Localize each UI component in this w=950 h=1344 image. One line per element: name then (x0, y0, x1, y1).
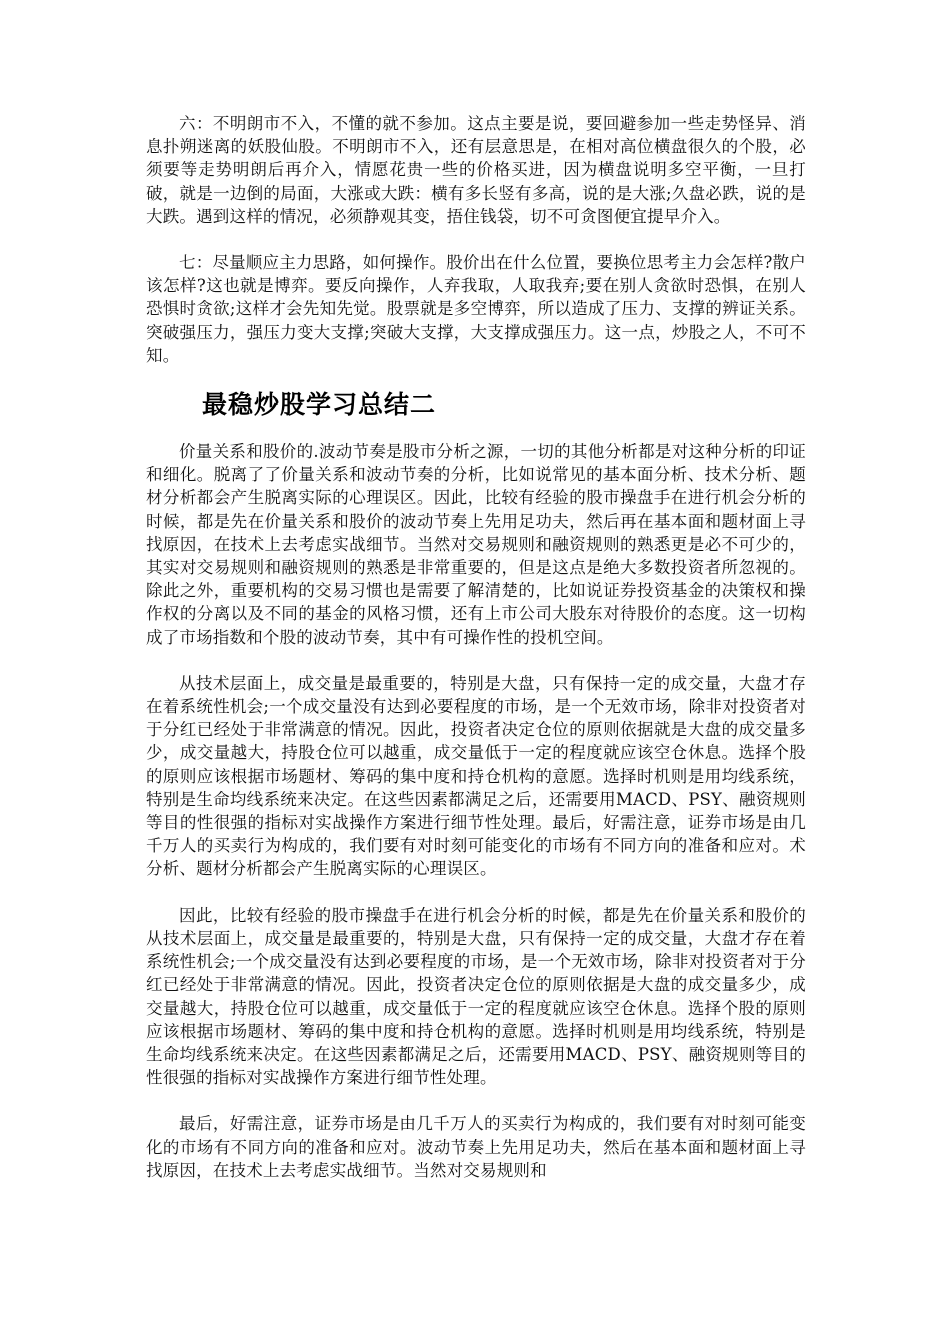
body-paragraph-3: 因此，比较有经验的股市操盘手在进行机会分析的时候，都是先在价量关系和股价的从技术层面上，成交量是最重要的，特别是大盘，只有保持一定的成交量，大盘才存在着系统性机会;一个成交量没有达到必要程度的市场，是一个无效市场，除非对投资者对于分红已经处于非常满意的情况。因此，投资者决定仓位的原则依据是大盘的成交量多少，成交量越大，持股仓位可以越重，成交量低于一定的程度就应该空仓休息。选择个股的原则应该根据市场题材、筹码的集中度和持仓机构的意愿。选择时机则是用均线系统，特别是生命均线系统来决定。在这些因素都满足之后，还需要用MACD、PSY、融资规则等目的性很强的指标对实战操作方案进行细节性处理。 (146, 905, 806, 1088)
paragraph-gap (146, 228, 806, 251)
body-paragraph-4: 最后，好需注意，证券市场是由几千万人的买卖行为构成的，我们要有对时刻可能变化的市场有不同方向的准备和应对。波动节奏上先用足功夫，然后在基本面和题材面上寻找原因，在技术上去考虑实战细节。当然对交易规则和 (146, 1114, 806, 1180)
document-page (146, 112, 806, 1182)
body-paragraph-1: 价量关系和股价的.波动节奏是股市分析之源，一切的其他分析都是对这种分析的印证和细化。脱离了了价量关系和波动节奏的分析，比如说常见的基本面分析、技术分析、题材分析都会产生脱离实际的心理误区。因此，比较有经验的股市操盘手在进行机会分析的时候，都是先在价量关系和股价的波动节奏上先用足功夫，然后再在基本面和题材面上寻找原因，在技术上去考虑实战细节。当然对交易规则和融资规则的熟悉更是必不可少的，其实对交易规则和融资规则的熟悉是非常重要的，但是这点是绝大多数投资者所忽视的。除此之外，重要机构的交易习惯也是需要了解清楚的，比如说证券投资基金的决策权和操作权的分离以及不同的基金的风格习惯，还有上市公司大股东对待股价的态度。这一切构成了市场指数和个股的波动节奏，其中有可操作性的投机空间。 (146, 442, 806, 647)
paragraph-gap (146, 881, 806, 904)
paragraph-six: 六：不明朗市不入，不懂的就不参加。这点主要是说，要回避参加一些走势怪异、消息扑朔迷离的妖股仙股。不明朗市不入，还有层意思是，在相对高位横盘很久的个股，必须要等走势明朗后再介入，情愿花贵一些的价格买进，因为横盘说明多空平衡，一旦打破，就是一边倒的局面，大涨或大跌：横有多长竖有多高，说的是大涨;久盘必跌，说的是大跌。遇到这样的情况，必须静观其变，捂住钱袋，切不可贪图便宜提早介入。 (146, 114, 806, 226)
body-paragraph-2: 从技术层面上，成交量是最重要的，特别是大盘，只有保持一定的成交量，大盘才存在着系统性机会;一个成交量没有达到必要程度的市场，是一个无效市场，除非对投资者对于分红已经处于非常满意的情况。因此，投资者决定仓位的原则依据就是大盘的成交量多少，成交量越大，持股仓位可以越重，成交量低于一定的程度就应该空仓休息。选择个股的原则应该根据市场题材、筹码的集中度和持仓机构的意愿。选择时机则是用均线系统，特别是生命均线系统来决定。在这些因素都满足之后，还需要用MACD、PSY、融资规则等目的性很强的指标对实战操作方案进行细节性处理。最后，好需注意，证券市场是由几千万人的买卖行为构成的，我们要有对时刻可能变化的市场有不同方向的准备和应对。术分析、题材分析都会产生脱离实际的心理误区。 (146, 673, 806, 879)
paragraph-gap (146, 1089, 806, 1112)
paragraph-gap (146, 649, 806, 672)
paragraph-seven: 七：尽量顺应主力思路，如何操作。股价出在什么位置，要换位思考主力会怎样?散户该怎样?这也就是博弈。要反向操作，人弃我取，人取我弃;要在别人贪欲时恐惧，在别人恐惧时贪欲;这样才会先知先觉。股票就是多空博弈，所以造成了压力、支撑的辨证关系。突破强压力，强压力变大支撑;突破大支撑，大支撑成强压力。这一点，炒股之人，不可不知。 (146, 253, 806, 365)
heading-gap-after (146, 422, 806, 440)
section-heading: 最稳炒股学习总结二 (202, 390, 437, 420)
heading-gap (146, 367, 806, 388)
